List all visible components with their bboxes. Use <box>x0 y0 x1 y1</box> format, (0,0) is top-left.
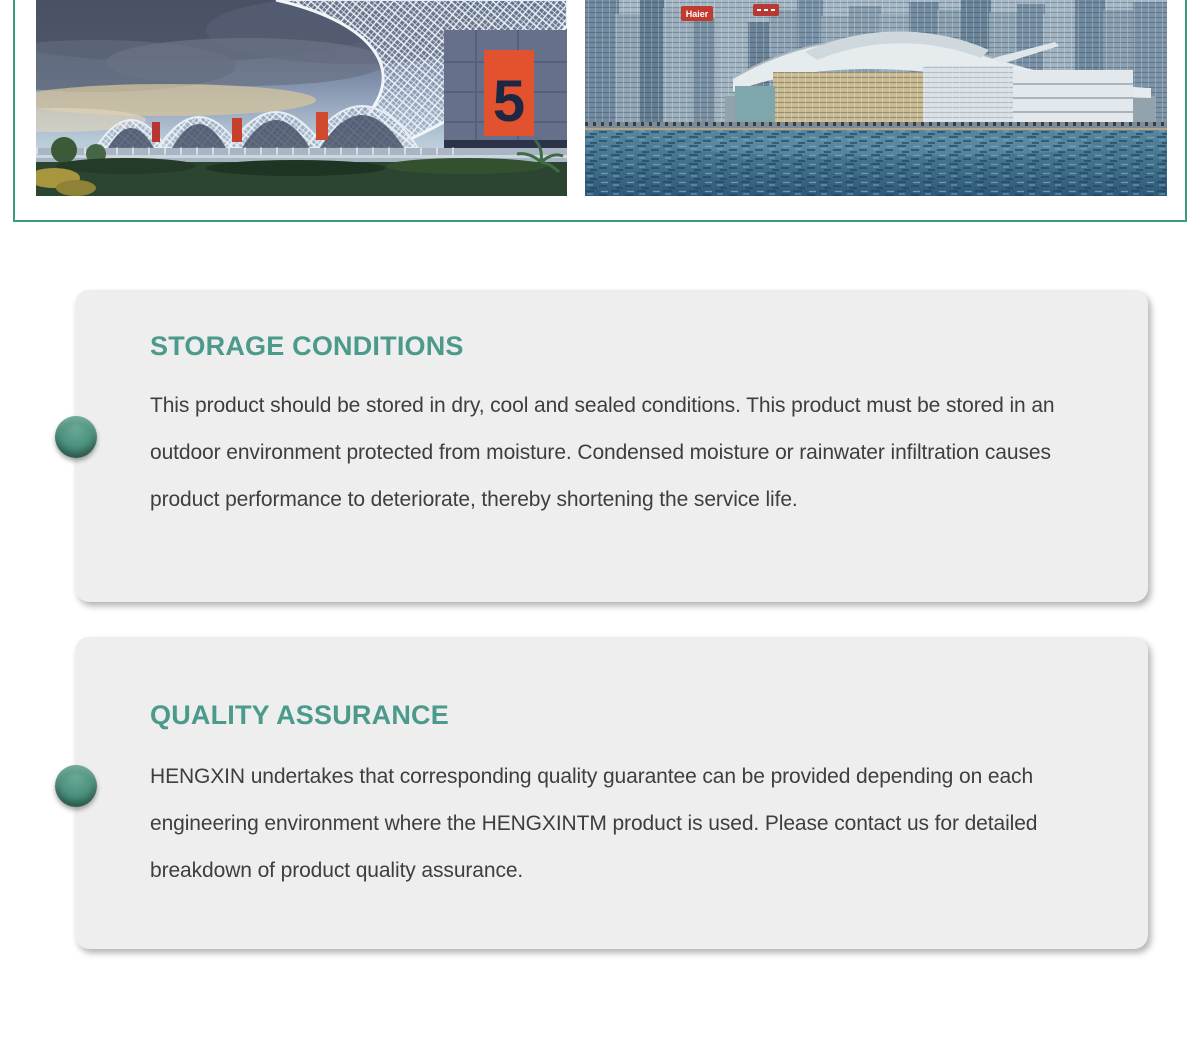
hero-photo-frame <box>13 0 1187 222</box>
hall-number-sign-label: 5 <box>492 69 526 134</box>
quality-assurance-card <box>75 637 1148 949</box>
hall-banner <box>232 118 242 142</box>
hall-banner <box>316 112 328 140</box>
quality-assurance-text: HENGXIN undertakes that corresponding quality guarantee can be provided depending on each engineering environment where the HENGXINTM product is used. Please contact us for detailed breakdown of product quality assurance. <box>150 765 1038 882</box>
storage-conditions-title: STORAGE CONDITIONS <box>150 331 464 361</box>
section-bullet-sphere <box>55 765 97 807</box>
storage-conditions-card <box>75 290 1148 602</box>
exhibition-center-photo <box>36 0 567 196</box>
section-bullet-sphere <box>55 416 97 458</box>
storage-conditions-text: This product should be stored in dry, cool and sealed conditions. This product must be stored in an outdoor environment protected from moisture. Condensed moisture or rainwater infiltration causes product performance to deteriorate, thereby shortening the service life. <box>150 394 1055 511</box>
hall-banner <box>152 122 160 142</box>
harbour-skyline-photo <box>585 0 1167 196</box>
haier-sign-label: Haier <box>685 9 709 19</box>
quality-assurance-title: QUALITY ASSURANCE <box>150 700 449 730</box>
